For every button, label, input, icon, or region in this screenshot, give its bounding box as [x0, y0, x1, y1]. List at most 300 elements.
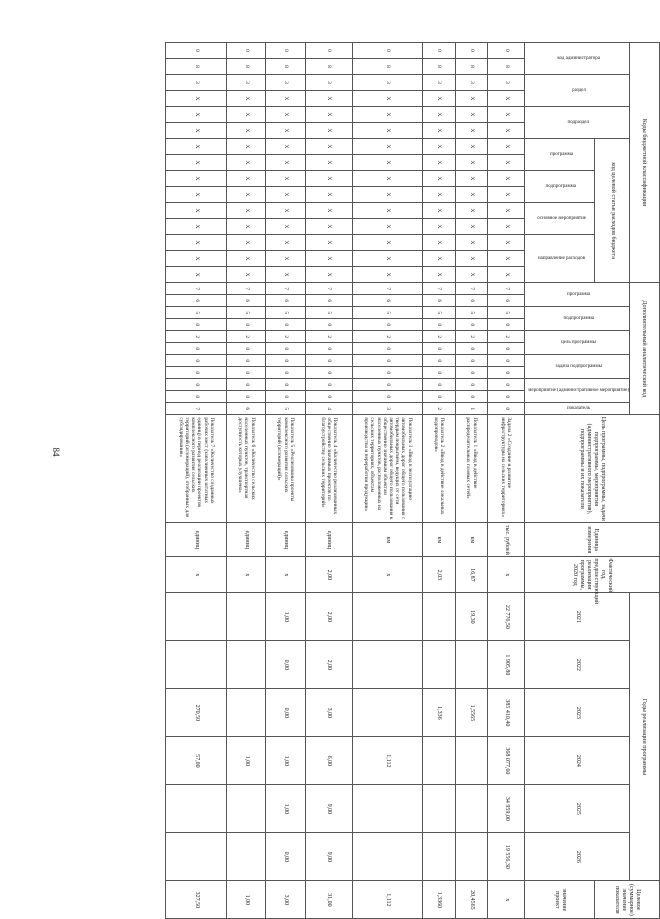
- year-value-cell: 0,00: [266, 689, 305, 737]
- year-value-cell: [455, 641, 488, 689]
- name-header: Цель программы, подпрограммы, задачи подпрограммы, мероприятия (административного мероприятия), подпрограммы и их показатели: [525, 415, 660, 523]
- additional-code-digit-cell: 2: [488, 331, 525, 343]
- add-meropriyatie-header: мероприятие (административное мероприятие): [525, 379, 630, 403]
- code-digit-cell: 3: [266, 75, 305, 91]
- year-value-cell: 0,00: [266, 641, 305, 689]
- add-programma-header: программа: [525, 283, 630, 307]
- actual-year-value-cell: х: [488, 557, 525, 593]
- unit-cell: единиц: [227, 523, 266, 557]
- additional-code-digit-cell: 7: [353, 283, 423, 295]
- code-digit-cell: Х: [227, 251, 266, 267]
- code-digit-cell: 8: [353, 59, 423, 75]
- code-digit-cell: Х: [266, 267, 305, 283]
- code-digit-cell: Х: [227, 203, 266, 219]
- add-podprogramma-header: подпрограмма: [525, 307, 630, 331]
- year-value-cell: 2,00: [305, 641, 353, 689]
- code-digit-cell: Х: [227, 171, 266, 187]
- additional-code-digit-cell: 7: [423, 283, 456, 295]
- additional-code-digit-cell: 0: [305, 379, 353, 391]
- year-value-cell: 6,00: [305, 737, 353, 785]
- code-digit-cell: Х: [423, 187, 456, 203]
- code-digit-cell: Х: [266, 219, 305, 235]
- indicator-name-cell: Показатель 3 «Ввод в эксплуатацию автомобильных дорог общего пользования с твердым покрытием, ведущих от сети автомобильных дорог общего пользования к общественно значимым объектам населенных пунктов, расположенных на сельских территориях, объектам производства и переработки продукции»: [353, 415, 423, 523]
- year-value-cell: 0,00: [266, 833, 305, 881]
- year-value-cell: [423, 593, 456, 641]
- year-header-2023: 2023: [525, 689, 630, 737]
- additional-code-digit-cell: 0: [227, 379, 266, 391]
- code-digit-cell: 8: [266, 59, 305, 75]
- code-digit-cell: Х: [423, 139, 456, 155]
- code-digit-cell: Х: [488, 203, 525, 219]
- target-value-cell: 3,00: [266, 881, 305, 919]
- actual-year-value-cell: х: [166, 557, 227, 593]
- code-digit-cell: Х: [166, 235, 227, 251]
- additional-code-digit-cell: 7: [266, 283, 305, 295]
- additional-code-digit-cell: 2: [227, 331, 266, 343]
- code-digit-cell: Х: [266, 155, 305, 171]
- additional-code-digit-cell: 4: [305, 403, 353, 415]
- additional-code-digit-cell: 0: [227, 319, 266, 331]
- target-value-cell: 1,00: [227, 881, 266, 919]
- additional-code-digit-cell: 7: [305, 283, 353, 295]
- code-digit-cell: Х: [423, 155, 456, 171]
- year-value-cell: [353, 785, 423, 833]
- unit-cell: км: [353, 523, 423, 557]
- indicator-name-cell: Показатель 4 «Количество реализованных общественно значимых проектов по благоустройству сельских территорий»: [305, 415, 353, 523]
- code-digit-cell: Х: [488, 251, 525, 267]
- code-digit-cell: Х: [305, 235, 353, 251]
- additional-code-digit-cell: 0: [166, 319, 227, 331]
- additional-code-digit-cell: 0: [353, 391, 423, 403]
- unit-cell: км: [423, 523, 456, 557]
- unit-cell: тыс. рублей: [488, 523, 525, 557]
- year-value-cell: [353, 593, 423, 641]
- code-digit-cell: 3: [488, 75, 525, 91]
- additional-code-digit-cell: 0: [166, 367, 227, 379]
- additional-code-digit-cell: 0: [455, 367, 488, 379]
- additional-code-digit-cell: 0: [227, 355, 266, 367]
- year-value-cell: [227, 593, 266, 641]
- code-digit-cell: Х: [266, 171, 305, 187]
- code-digit-cell: Х: [227, 123, 266, 139]
- additional-code-group-header: Дополнительный аналитический код: [630, 283, 660, 415]
- code-digit-cell: Х: [166, 91, 227, 107]
- code-digit-cell: Х: [166, 107, 227, 123]
- year-value-cell: 57,00: [166, 737, 227, 785]
- additional-code-digit-cell: 0: [423, 391, 456, 403]
- code-digit-cell: Х: [166, 251, 227, 267]
- additional-code-digit-cell: 0: [353, 319, 423, 331]
- additional-code-digit-cell: 5: [305, 307, 353, 319]
- additional-code-digit-cell: 0: [166, 355, 227, 367]
- code-digit-cell: Х: [423, 235, 456, 251]
- code-digit-cell: 0: [488, 43, 525, 59]
- year-value-cell: 1,336: [423, 689, 456, 737]
- code-digit-cell: Х: [455, 123, 488, 139]
- additional-code-digit-cell: 0: [166, 379, 227, 391]
- unit-cell: единиц: [266, 523, 305, 557]
- code-digit-cell: Х: [227, 91, 266, 107]
- year-value-cell: [423, 641, 456, 689]
- code-digit-cell: Х: [305, 107, 353, 123]
- additional-code-digit-cell: 2: [305, 331, 353, 343]
- year-value-cell: [166, 593, 227, 641]
- code-digit-cell: Х: [353, 123, 423, 139]
- year-value-cell: 1,00: [266, 785, 305, 833]
- code-digit-cell: Х: [227, 267, 266, 283]
- osn-meropriyatie-header: основное мероприятие: [525, 203, 595, 235]
- years-group-header: Годы реализации программы: [630, 593, 660, 881]
- additional-code-digit-cell: 0: [305, 319, 353, 331]
- additional-code-digit-cell: 6: [166, 295, 227, 307]
- code-digit-cell: Х: [423, 123, 456, 139]
- code-digit-cell: Х: [488, 123, 525, 139]
- code-digit-cell: Х: [455, 107, 488, 123]
- code-digit-cell: Х: [227, 235, 266, 251]
- code-digit-cell: Х: [305, 187, 353, 203]
- code-digit-cell: Х: [423, 219, 456, 235]
- additional-code-digit-cell: 0: [227, 391, 266, 403]
- additional-code-digit-cell: 0: [266, 367, 305, 379]
- code-digit-cell: Х: [353, 155, 423, 171]
- code-digit-cell: Х: [266, 251, 305, 267]
- indicators-table: [165, 42, 660, 919]
- year-value-cell: 385 410,40: [488, 689, 525, 737]
- actual-year-header: Фактический год, предшествующий реализации программы, 2020 год: [525, 557, 660, 593]
- additional-code-digit-cell: 7: [455, 283, 488, 295]
- additional-code-digit-cell: 0: [166, 391, 227, 403]
- code-digit-cell: 0: [305, 43, 353, 59]
- additional-code-digit-cell: 0: [423, 355, 456, 367]
- year-value-cell: 1,5565: [455, 689, 488, 737]
- additional-code-digit-cell: 0: [353, 367, 423, 379]
- additional-code-digit-cell: 5: [266, 307, 305, 319]
- code-digit-cell: 0: [423, 43, 456, 59]
- code-digit-cell: Х: [455, 171, 488, 187]
- year-value-cell: 9,00: [305, 833, 353, 881]
- code-digit-cell: Х: [166, 171, 227, 187]
- code-digit-cell: Х: [488, 171, 525, 187]
- code-digit-cell: Х: [455, 139, 488, 155]
- code-digit-cell: Х: [423, 251, 456, 267]
- code-digit-cell: Х: [353, 219, 423, 235]
- additional-code-digit-cell: 2: [423, 331, 456, 343]
- code-digit-cell: Х: [455, 155, 488, 171]
- additional-code-digit-cell: 5: [488, 307, 525, 319]
- year-value-cell: [423, 737, 456, 785]
- additional-code-digit-cell: 7: [166, 283, 227, 295]
- year-value-cell: [227, 689, 266, 737]
- indicator-name-cell: Показатель 7 «Количество созданных рабочих мест (заполненных штатных единиц) в период реализации проектов комплексного развития сельских территорий (агломераций), отобранных для субсидирования»: [166, 415, 227, 523]
- page-number: 84: [51, 447, 61, 457]
- additional-code-digit-cell: 2: [166, 331, 227, 343]
- code-digit-cell: Х: [305, 139, 353, 155]
- additional-code-digit-cell: 0: [305, 343, 353, 355]
- code-digit-cell: Х: [353, 107, 423, 123]
- target-value-cell: 1,3360: [423, 881, 456, 919]
- year-value-cell: [166, 833, 227, 881]
- code-digit-cell: Х: [305, 267, 353, 283]
- code-digit-cell: Х: [488, 267, 525, 283]
- code-digit-cell: Х: [166, 139, 227, 155]
- table-row: [166, 43, 227, 919]
- code-digit-cell: Х: [455, 219, 488, 235]
- year-header-2026: 2026: [525, 833, 630, 881]
- additional-code-digit-cell: 6: [266, 295, 305, 307]
- additional-code-digit-cell: 2: [266, 331, 305, 343]
- code-digit-cell: Х: [305, 219, 353, 235]
- code-digit-cell: Х: [488, 235, 525, 251]
- indicator-name-cell: Задача 2 «Создание и развитие инфраструктуры на сельских территориях»: [488, 415, 525, 523]
- code-digit-cell: Х: [353, 235, 423, 251]
- additional-code-digit-cell: 0: [488, 403, 525, 415]
- year-value-cell: [353, 689, 423, 737]
- additional-code-digit-cell: 6: [227, 295, 266, 307]
- year-value-cell: [227, 785, 266, 833]
- actual-year-value-cell: 2,03: [423, 557, 456, 593]
- code-digit-cell: Х: [266, 203, 305, 219]
- additional-code-digit-cell: 0: [227, 367, 266, 379]
- year-header-2022: 2022: [525, 641, 630, 689]
- actual-year-value-cell: 16,87: [455, 557, 488, 593]
- code-digit-cell: Х: [166, 203, 227, 219]
- target-group-header: Целевое (суммарное) значение показателя: [595, 881, 660, 919]
- additional-code-digit-cell: 5: [423, 307, 456, 319]
- year-value-cell: 34 959,00: [488, 785, 525, 833]
- code-digit-cell: Х: [423, 171, 456, 187]
- year-value-cell: [227, 641, 266, 689]
- napravlenie-header: направление расходов: [525, 235, 595, 283]
- year-value-cell: [455, 833, 488, 881]
- razdel-header: раздел: [525, 75, 630, 107]
- additional-code-digit-cell: 6: [488, 295, 525, 307]
- code-digit-cell: Х: [488, 107, 525, 123]
- indicator-name-cell: Показатель 5 «Реализованы проекты комплексного развития сельских территорий (агломераций)»: [266, 415, 305, 523]
- year-value-cell: 9,00: [305, 785, 353, 833]
- code-digit-cell: Х: [455, 267, 488, 283]
- code-digit-cell: Х: [353, 171, 423, 187]
- year-value-cell: [227, 833, 266, 881]
- code-digit-cell: Х: [227, 187, 266, 203]
- codes-group-header: Коды бюджетной классификации: [630, 43, 660, 283]
- code-digit-cell: Х: [353, 91, 423, 107]
- additional-code-digit-cell: 7: [488, 283, 525, 295]
- additional-code-digit-cell: 0: [423, 379, 456, 391]
- year-header-2021: 2021: [525, 593, 630, 641]
- year-value-cell: [423, 785, 456, 833]
- code-digit-cell: Х: [353, 251, 423, 267]
- code-digit-cell: Х: [455, 251, 488, 267]
- add-pokazatel-header: показатель: [525, 403, 630, 415]
- code-digit-cell: 3: [455, 75, 488, 91]
- code-digit-cell: Х: [423, 107, 456, 123]
- target-value-cell: 327,50: [166, 881, 227, 919]
- additional-code-digit-cell: 0: [488, 319, 525, 331]
- additional-code-digit-cell: 1: [455, 403, 488, 415]
- additional-code-digit-cell: 0: [455, 379, 488, 391]
- additional-code-digit-cell: 0: [266, 319, 305, 331]
- year-value-cell: 1,00: [266, 593, 305, 641]
- target-sub-header: значение проект: [525, 881, 595, 919]
- additional-code-digit-cell: 2: [455, 331, 488, 343]
- year-value-cell: 19 556,30: [488, 833, 525, 881]
- podrazdel-header: подраздел: [525, 107, 630, 139]
- expense-item-group-header: код целевой статьи расходов бюджета: [595, 139, 630, 283]
- code-digit-cell: Х: [353, 187, 423, 203]
- table-row: [353, 43, 423, 919]
- code-digit-cell: Х: [227, 139, 266, 155]
- additional-code-digit-cell: 0: [488, 379, 525, 391]
- year-value-cell: [423, 833, 456, 881]
- code-digit-cell: 8: [305, 59, 353, 75]
- code-digit-cell: Х: [166, 155, 227, 171]
- additional-code-digit-cell: 7: [166, 403, 227, 415]
- table-row: [488, 43, 525, 919]
- year-header-2025: 2025: [525, 785, 630, 833]
- unit-cell: единиц: [305, 523, 353, 557]
- additional-code-digit-cell: 3: [353, 403, 423, 415]
- code-digit-cell: Х: [305, 171, 353, 187]
- code-digit-cell: Х: [423, 267, 456, 283]
- code-digit-cell: Х: [455, 91, 488, 107]
- year-value-cell: 1 905,80: [488, 641, 525, 689]
- additional-code-digit-cell: 5: [166, 307, 227, 319]
- additional-code-digit-cell: 0: [455, 355, 488, 367]
- year-value-cell: [353, 833, 423, 881]
- podprogramma-header: подпрограмма: [525, 171, 595, 203]
- year-value-cell: 19,30: [455, 593, 488, 641]
- code-digit-cell: Х: [305, 203, 353, 219]
- code-digit-cell: Х: [227, 155, 266, 171]
- additional-code-digit-cell: 0: [266, 391, 305, 403]
- code-digit-cell: Х: [227, 219, 266, 235]
- unit-cell: единиц: [166, 523, 227, 557]
- programma-header: программа: [525, 139, 595, 171]
- code-digit-cell: 3: [305, 75, 353, 91]
- additional-code-digit-cell: 0: [488, 355, 525, 367]
- additional-code-digit-cell: 0: [423, 343, 456, 355]
- code-digit-cell: Х: [353, 203, 423, 219]
- code-digit-cell: 3: [166, 75, 227, 91]
- code-digit-cell: Х: [305, 155, 353, 171]
- code-digit-cell: Х: [266, 235, 305, 251]
- additional-code-digit-cell: 0: [455, 319, 488, 331]
- code-digit-cell: Х: [166, 187, 227, 203]
- code-digit-cell: Х: [353, 267, 423, 283]
- additional-code-digit-cell: 0: [488, 343, 525, 355]
- year-value-cell: 270,50: [166, 689, 227, 737]
- code-digit-cell: Х: [423, 203, 456, 219]
- additional-code-digit-cell: 6: [455, 295, 488, 307]
- code-digit-cell: Х: [166, 219, 227, 235]
- actual-year-value-cell: х: [266, 557, 305, 593]
- additional-code-digit-cell: 6: [227, 403, 266, 415]
- indicator-name-cell: Показатель 1 «Ввод в действие распределительных газовых сетей»: [455, 415, 488, 523]
- additional-code-digit-cell: 2: [423, 403, 456, 415]
- additional-code-digit-cell: 0: [166, 343, 227, 355]
- year-value-cell: [166, 785, 227, 833]
- additional-code-digit-cell: 0: [227, 343, 266, 355]
- code-digit-cell: Х: [266, 107, 305, 123]
- target-value-cell: 31,00: [305, 881, 353, 919]
- additional-code-digit-cell: 5: [227, 307, 266, 319]
- code-digit-cell: 8: [488, 59, 525, 75]
- code-digit-cell: Х: [423, 91, 456, 107]
- table-row: [455, 43, 488, 919]
- year-value-cell: 22 776,50: [488, 593, 525, 641]
- year-value-cell: [353, 641, 423, 689]
- code-digit-cell: Х: [488, 139, 525, 155]
- code-digit-cell: Х: [455, 187, 488, 203]
- code-digit-cell: 0: [166, 43, 227, 59]
- year-value-cell: 368 077,60: [488, 737, 525, 785]
- year-value-cell: 3,00: [305, 689, 353, 737]
- code-digit-cell: 8: [455, 59, 488, 75]
- actual-year-value-cell: х: [227, 557, 266, 593]
- indicator-name-cell: Показатель 2 «Ввод в действие локальных водопроводов»: [423, 415, 456, 523]
- code-digit-cell: Х: [488, 155, 525, 171]
- additional-code-digit-cell: 5: [266, 403, 305, 415]
- program-indicators-sheet: [177, 42, 660, 916]
- year-value-cell: 2,00: [305, 593, 353, 641]
- unit-header: Единица измерения: [525, 523, 660, 557]
- code-digit-cell: Х: [488, 219, 525, 235]
- indicator-name-cell: Показатель 6 «Количество сельских населенных пунктов, транспортная доступность которых улучшена»: [227, 415, 266, 523]
- code-digit-cell: 8: [166, 59, 227, 75]
- code-digit-cell: Х: [266, 139, 305, 155]
- code-digit-cell: 0: [455, 43, 488, 59]
- actual-year-value-cell: 2,00: [305, 557, 353, 593]
- code-digit-cell: 8: [227, 59, 266, 75]
- additional-code-digit-cell: 0: [455, 391, 488, 403]
- additional-code-digit-cell: 5: [353, 307, 423, 319]
- year-value-cell: [455, 785, 488, 833]
- target-value-cell: 20,4565: [455, 881, 488, 919]
- additional-code-digit-cell: 0: [353, 355, 423, 367]
- table-header: [525, 43, 660, 919]
- actual-year-value-cell: х: [353, 557, 423, 593]
- code-digit-cell: Х: [353, 139, 423, 155]
- additional-code-digit-cell: 6: [423, 295, 456, 307]
- additional-code-digit-cell: 7: [227, 283, 266, 295]
- code-digit-cell: Х: [266, 187, 305, 203]
- code-digit-cell: 0: [353, 43, 423, 59]
- code-digit-cell: 3: [423, 75, 456, 91]
- additional-code-digit-cell: 0: [305, 391, 353, 403]
- additional-code-digit-cell: 0: [266, 355, 305, 367]
- additional-code-digit-cell: 0: [353, 379, 423, 391]
- target-value-cell: 1,112: [353, 881, 423, 919]
- additional-code-digit-cell: 0: [455, 343, 488, 355]
- table-body: [166, 43, 525, 919]
- year-value-cell: 1,00: [266, 737, 305, 785]
- year-value-cell: 1,00: [227, 737, 266, 785]
- additional-code-digit-cell: 0: [488, 367, 525, 379]
- table-row: [305, 43, 353, 919]
- additional-code-digit-cell: 0: [266, 379, 305, 391]
- add-zadacha-header: задача подпрограммы: [525, 355, 630, 379]
- code-digit-cell: 0: [227, 43, 266, 59]
- additional-code-digit-cell: 2: [353, 331, 423, 343]
- additional-code-digit-cell: 6: [305, 295, 353, 307]
- additional-code-digit-cell: 0: [353, 343, 423, 355]
- year-value-cell: [166, 641, 227, 689]
- table-row: [423, 43, 456, 919]
- year-value-cell: [455, 737, 488, 785]
- code-digit-cell: 8: [423, 59, 456, 75]
- code-digit-cell: Х: [227, 107, 266, 123]
- admin-code-header: код администратора: [525, 43, 630, 75]
